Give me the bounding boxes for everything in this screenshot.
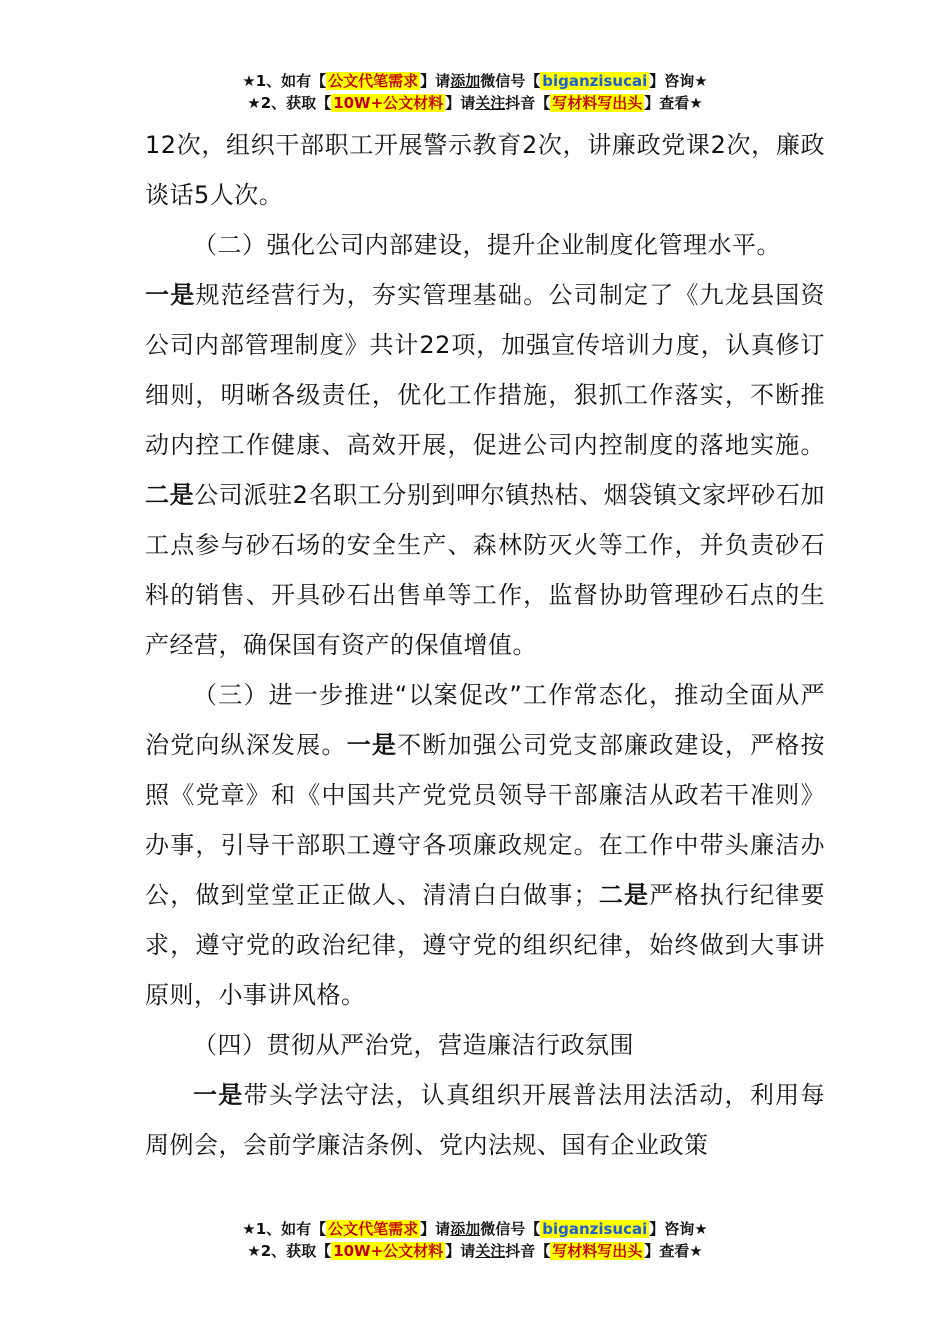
banner-highlight: 10W+公文材料 [333, 1242, 444, 1260]
paragraph-section-2 [145, 270, 825, 670]
banner-text: ★1、如有【 [242, 72, 327, 90]
banner-highlight: 公文代笔需求 [328, 1220, 419, 1238]
header-banner [0, 70, 950, 114]
banner-wechat-id: biganzisucai [542, 72, 648, 90]
paragraph-text: 公司派驻2名职工分别到呷尔镇热枯、烟袋镇文家坪砂石加工点参与砂石场的安全生产、森林防灭火等工作，并负责砂石料的销售、开具砂石出售单等工作，监督协助管理砂石点的生产经营，确保国有资产的保值增值。 [145, 481, 825, 659]
banner-underline: 关注 [475, 1242, 506, 1260]
banner-line-1 [0, 70, 950, 92]
banner-text: 】请 [420, 1220, 451, 1238]
banner-text: 】请 [420, 72, 451, 90]
banner-line-2 [0, 92, 950, 114]
banner-highlight: 公文代笔需求 [328, 72, 419, 90]
paragraph-text: 带头学法守法，认真组织开展普法用法活动，利用每周例会，会前学廉洁条例、党内法规、国有企业政策 [145, 1081, 825, 1159]
section-heading-4: （四）贯彻从严治党，营造廉洁行政氛围 [193, 1031, 634, 1059]
banner-text: 】查看★ [644, 94, 703, 112]
banner-douyin-id: 写材料写出头 [552, 94, 643, 112]
banner-underline: 关注 [475, 94, 506, 112]
document-body [145, 120, 825, 1170]
banner-text: 】查看★ [644, 1242, 703, 1260]
banner-underline: 添加 [450, 72, 481, 90]
footer-banner [0, 1218, 950, 1262]
banner-highlight: 10W+公文材料 [333, 94, 444, 112]
banner-text: 微信号【 [480, 1220, 541, 1238]
paragraph-section-4 [145, 1070, 825, 1170]
banner-text: 抖音【 [505, 94, 551, 112]
bold-marker: 二是 [598, 881, 650, 909]
paragraph-text: 规范经营行为，夯实管理基础。公司制定了《九龙县国资公司内部管理制度》共计22项，加强宣传培训力度，认真修订细则，明晰各级责任，优化工作措施，狠抓工作落实，不断推动内控工作健康、高效开展，促进公司内控制度的落地实施。 [145, 281, 826, 459]
paragraph-section-3 [145, 670, 825, 1020]
banner-douyin-id: 写材料写出头 [552, 1242, 643, 1260]
section-heading-3: （三）进一步推进“以案促改”工作常态化，推动全面从严治党向纵深发展。 [145, 681, 825, 759]
paragraph-text: 严格执行纪律要求，遵守党的政治纪律，遵守党的组织纪律，始终做到大事讲原则，小事讲风格。 [145, 881, 826, 1009]
banner-text: ★2、获取【 [247, 94, 332, 112]
paragraph-text: 不断加强公司党支部廉政建设，严格按照《党章》和《中国共产党党员领导干部廉洁从政若干准则》办事，引导干部职工遵守各项廉政规定。在工作中带头廉洁办公，做到堂堂正正做人、清清白白做事； [145, 731, 826, 909]
bold-marker: 一是 [193, 1081, 244, 1109]
bold-marker: 二是 [145, 481, 195, 509]
banner-text: 】咨询★ [649, 1220, 708, 1238]
banner-text: 】请 [445, 1242, 476, 1260]
banner-text: 微信号【 [480, 72, 541, 90]
bold-marker: 一是 [346, 731, 398, 759]
banner-text: 抖音【 [505, 1242, 551, 1260]
banner-underline: 添加 [450, 1220, 481, 1238]
paragraph-continuation: 12次，组织干部职工开展警示教育2次，讲廉政党课2次，廉政谈话5人次。 [145, 131, 825, 209]
banner-wechat-id: biganzisucai [542, 1220, 648, 1238]
banner-text: 】咨询★ [649, 72, 708, 90]
bold-marker: 一是 [145, 281, 196, 309]
banner-text: 】请 [445, 94, 476, 112]
banner-line-1 [0, 1218, 950, 1240]
banner-text: ★2、获取【 [247, 1242, 332, 1260]
banner-text: ★1、如有【 [242, 1220, 327, 1238]
banner-line-2 [0, 1240, 950, 1262]
section-heading-2: （二）强化公司内部建设，提升企业制度化管理水平。 [193, 231, 781, 259]
